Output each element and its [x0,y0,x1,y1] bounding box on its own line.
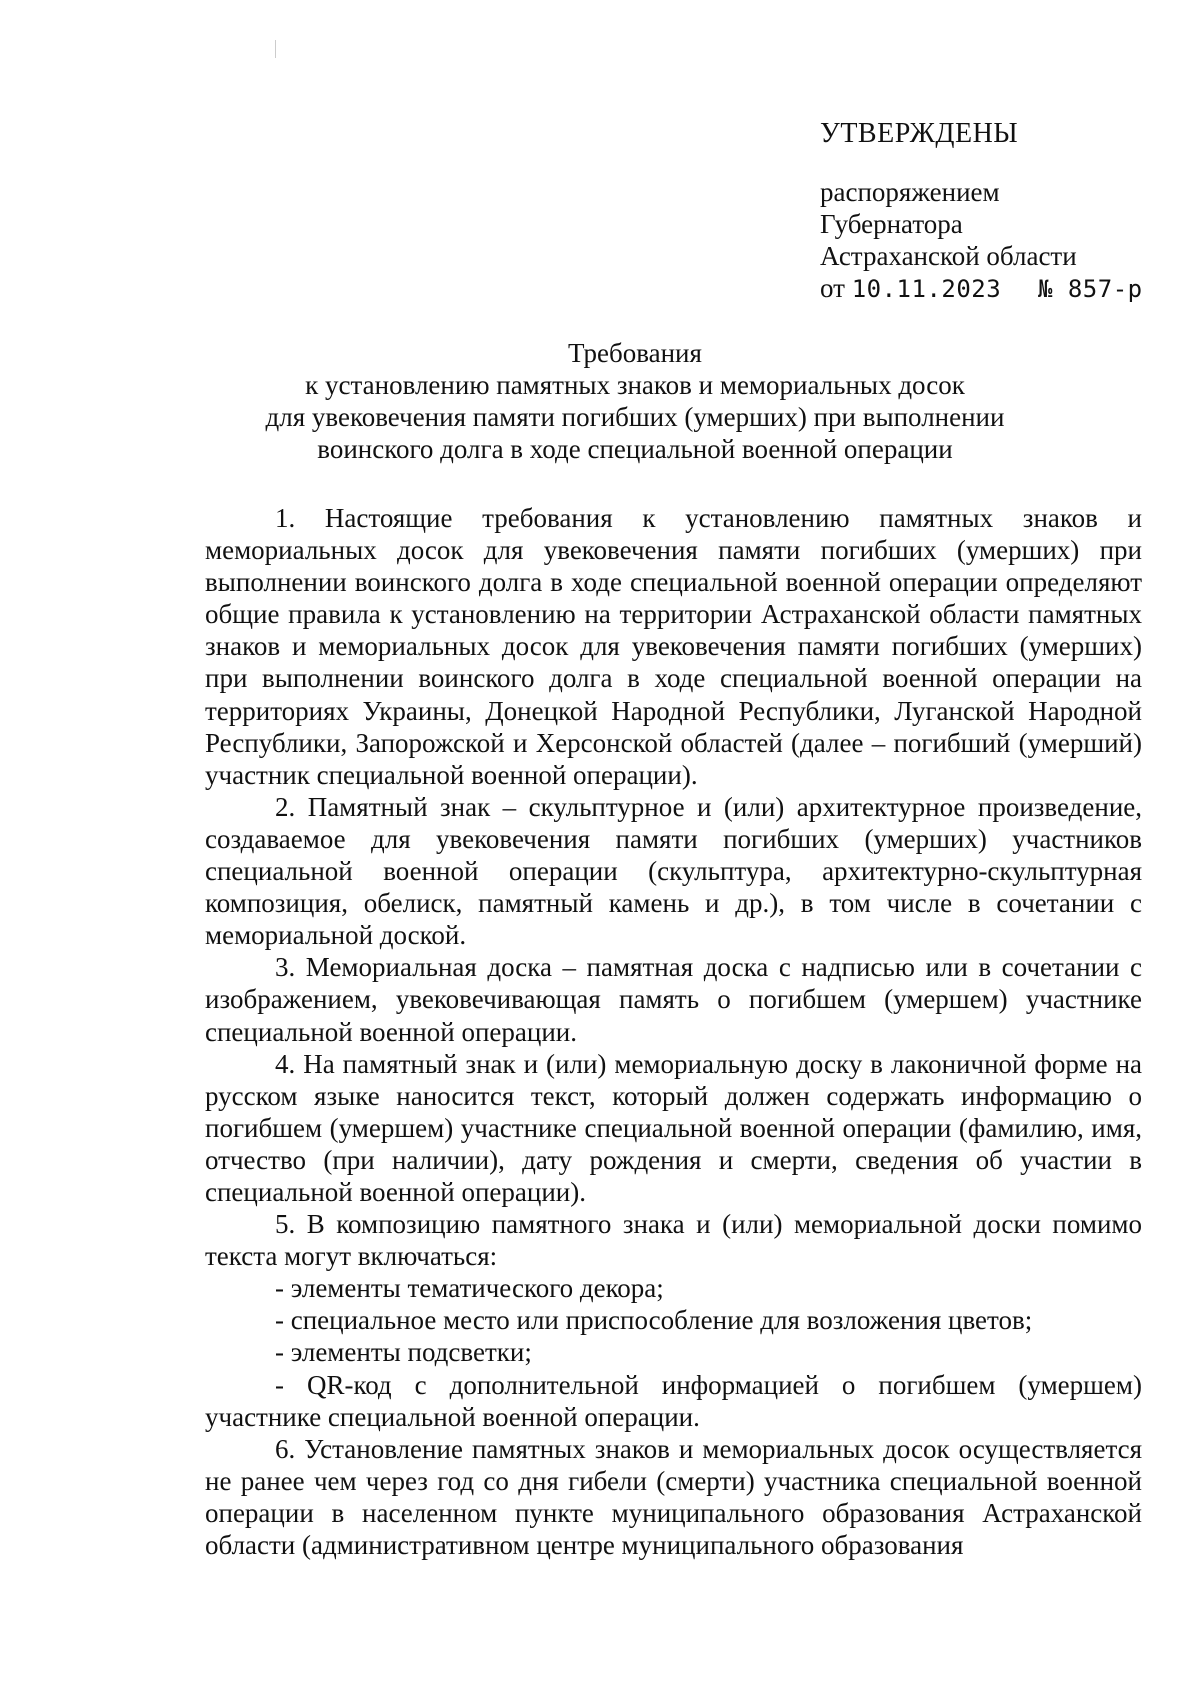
list-item: - QR-код с дополнительной информацией о погибшем (умершем) участнике специальной военной операции. [205,1369,1142,1432]
paragraph-3: 3. Мемориальная доска – памятная доска с надписью или в сочетании с изображением, увековечивающая память о погибшем (умершем) участнике специальной военной операции. [205,952,1142,1047]
list-item: - специальное место или приспособление для возложения цветов; [275,1305,1033,1336]
list-item: - элементы тематического декора; [275,1273,664,1304]
paragraph-4: 4. На памятный знак и (или) мемориальную доску в лаконичной форме на русском языке наносится текст, который должен содержать информацию о погибшем (умершем) участнике специальной военной операции (фамилию, имя, отчество (при наличии), дату рождения и смерти, сведения об участии в специальной военной операции). [205,1048,1142,1207]
document-body [205,502,1142,1561]
title-line-1: Требования [568,338,702,368]
list-item: - элементы подсветки; [275,1337,532,1368]
approval-number: № 857-р [1037,275,1143,303]
paragraph-2: 2. Памятный знак – скульптурное и (или) архитектурное произведение, создаваемое для увековечения памяти погибших (умерших) участников специальной военной операции (скульптура, архитектурно-скульптурная композиция, обелиск, памятный камень и др.), в том числе в сочетании с мемориальной доской. [205,791,1142,951]
paragraph-6: 6. Установление памятных знаков и мемориальных досок осуществляется не ранее чем через год со дня гибели (смерти) участника специальной военной операции в населенном пункте муниципального образования Астраханской области (административном центре муниципального образования [205,1433,1142,1560]
approval-block [820,118,1190,305]
paragraph-1: 1. Настоящие требования к установлению памятных знаков и мемориальных досок для увековечения памяти погибших (умерших) при выполнении воинского долга в ходе специальной военной операции определяют общие правила к установлению на территории Астраханской области памятных знаков и мемориальных досок для увековечения памяти погибших (умерших) при выполнении воинского долга в ходе специальной военной операции на территориях Украины, Донецкой Народной Республики, Луганской Народной Республики, Запорожской и Херсонской областей (далее – погибший (умерший) участник специальной военной операции). [205,503,1142,790]
approval-line-3: Астраханской области [820,241,1077,271]
approval-date-line [820,272,1190,305]
title-line-3: для увековечения памяти погибших (умерших) при выполнении [265,402,1005,432]
title-line-2: к установлению памятных знаков и мемориальных досок [305,370,965,400]
title-line-4: воинского долга в ходе специальной военной операции [317,434,953,464]
date-prefix: от [820,273,845,303]
approval-date: 10.11.2023 [851,275,1002,303]
scan-artifact [275,40,276,58]
paragraph-5: 5. В композицию памятного знака и (или) мемориальной доски помимо текста могут включаться: [205,1209,1142,1272]
document-title [205,337,1065,465]
approval-line-1: распоряжением [820,177,1000,207]
approval-line-2: Губернатора [820,209,963,239]
approved-heading: УТВЕРЖДЕНЫ [820,118,1019,149]
